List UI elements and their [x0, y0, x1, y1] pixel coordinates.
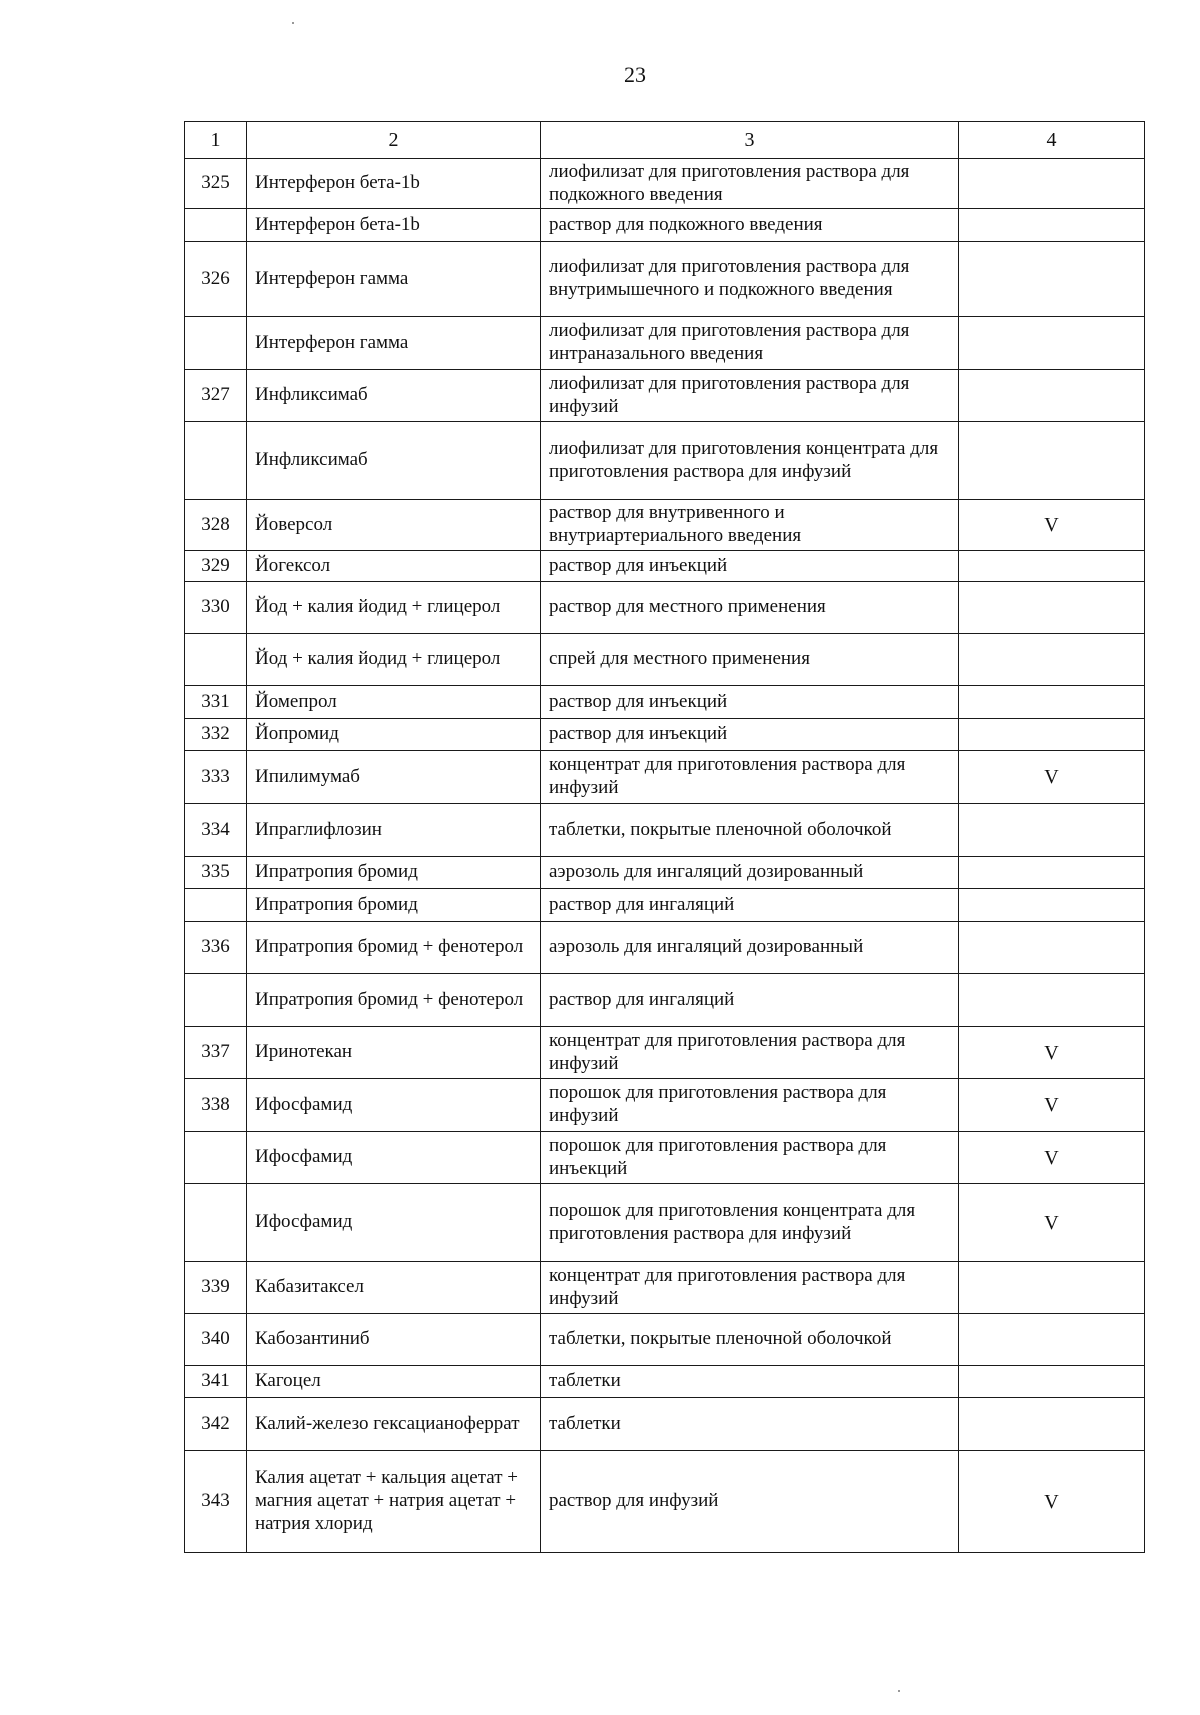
dosage-form-cell: концентрат для приготовления раствора для инфузий [541, 1027, 959, 1079]
table-row [185, 686, 1145, 719]
scan-speck [292, 22, 294, 24]
table-row [185, 1366, 1145, 1398]
vital-mark-cell [959, 1314, 1145, 1366]
table-row [185, 242, 1145, 317]
drug-name-cell: Йогексол [247, 551, 541, 582]
drug-name-cell: Кабозантиниб [247, 1314, 541, 1366]
row-number-cell: 327 [185, 370, 247, 422]
vital-mark-cell [959, 370, 1145, 422]
table-row [185, 922, 1145, 974]
vital-mark-cell: V [959, 500, 1145, 551]
dosage-form-cell: раствор для инъекций [541, 551, 959, 582]
drug-name-cell: Ипраглифлозин [247, 804, 541, 857]
scan-speck [898, 1690, 900, 1692]
dosage-form-cell: раствор для инфузий [541, 1451, 959, 1553]
drug-name-cell: Йомепрол [247, 686, 541, 719]
drug-table [184, 121, 1145, 1553]
dosage-form-cell: порошок для приготовления раствора для инъекций [541, 1132, 959, 1184]
dosage-form-cell: лиофилизат для приготовления концентрата для приготовления раствора для инфузий [541, 422, 959, 500]
dosage-form-cell: спрей для местного применения [541, 634, 959, 686]
dosage-form-cell: раствор для местного применения [541, 582, 959, 634]
vital-mark-cell [959, 551, 1145, 582]
row-number-cell [185, 974, 247, 1027]
vital-mark-cell [959, 242, 1145, 317]
row-number-cell: 337 [185, 1027, 247, 1079]
table-body [185, 159, 1145, 1553]
drug-name-cell: Ифосфамид [247, 1184, 541, 1262]
dosage-form-cell: таблетки [541, 1366, 959, 1398]
dosage-form-cell: раствор для инъекций [541, 686, 959, 719]
row-number-cell: 333 [185, 751, 247, 804]
vital-mark-cell [959, 857, 1145, 889]
drug-name-cell: Калий-железо гексацианоферрат [247, 1398, 541, 1451]
column-header-3: 3 [541, 122, 959, 159]
drug-name-cell: Кагоцел [247, 1366, 541, 1398]
row-number-cell: 330 [185, 582, 247, 634]
drug-name-cell: Ипратропия бромид [247, 889, 541, 922]
row-number-cell: 343 [185, 1451, 247, 1553]
table-row [185, 751, 1145, 804]
dosage-form-cell: концентрат для приготовления раствора для инфузий [541, 751, 959, 804]
row-number-cell [185, 889, 247, 922]
dosage-form-cell: концентрат для приготовления раствора для инфузий [541, 1262, 959, 1314]
dosage-form-cell: раствор для инъекций [541, 719, 959, 751]
dosage-form-cell: аэрозоль для ингаляций дозированный [541, 922, 959, 974]
table-row [185, 551, 1145, 582]
table-row [185, 500, 1145, 551]
dosage-form-cell: лиофилизат для приготовления раствора для инфузий [541, 370, 959, 422]
table-row [185, 1132, 1145, 1184]
dosage-form-cell: раствор для ингаляций [541, 889, 959, 922]
row-number-cell: 335 [185, 857, 247, 889]
vital-mark-cell [959, 922, 1145, 974]
dosage-form-cell: лиофилизат для приготовления раствора для внутримышечного и подкожного введения [541, 242, 959, 317]
dosage-form-cell: порошок для приготовления концентрата для приготовления раствора для инфузий [541, 1184, 959, 1262]
table-row [185, 1451, 1145, 1553]
drug-name-cell: Инфликсимаб [247, 422, 541, 500]
dosage-form-cell: аэрозоль для ингаляций дозированный [541, 857, 959, 889]
row-number-cell: 338 [185, 1079, 247, 1132]
drug-name-cell: Интерферон гамма [247, 242, 541, 317]
table-row [185, 582, 1145, 634]
drug-name-cell: Ипратропия бромид + фенотерол [247, 922, 541, 974]
drug-name-cell: Кабазитаксел [247, 1262, 541, 1314]
dosage-form-cell: таблетки, покрытые пленочной оболочкой [541, 804, 959, 857]
table-row [185, 1398, 1145, 1451]
row-number-cell: 336 [185, 922, 247, 974]
drug-name-cell: Инфликсимаб [247, 370, 541, 422]
drug-name-cell: Йопромид [247, 719, 541, 751]
row-number-cell [185, 634, 247, 686]
row-number-cell [185, 422, 247, 500]
drug-name-cell: Интерферон бета-1b [247, 209, 541, 242]
table-row [185, 159, 1145, 209]
row-number-cell: 326 [185, 242, 247, 317]
column-header-2: 2 [247, 122, 541, 159]
vital-mark-cell [959, 634, 1145, 686]
row-number-cell: 331 [185, 686, 247, 719]
table-header-row [185, 122, 1145, 159]
dosage-form-cell: раствор для ингаляций [541, 974, 959, 1027]
vital-mark-cell [959, 582, 1145, 634]
vital-mark-cell [959, 804, 1145, 857]
vital-mark-cell: V [959, 1132, 1145, 1184]
table-row [185, 209, 1145, 242]
vital-mark-cell: V [959, 1079, 1145, 1132]
table-row [185, 1314, 1145, 1366]
drug-name-cell: Йод + калия йодид + глицерол [247, 582, 541, 634]
row-number-cell: 334 [185, 804, 247, 857]
drug-name-cell: Калия ацетат + кальция ацетат + магния ацетат + натрия ацетат + натрия хлорид [247, 1451, 541, 1553]
row-number-cell: 339 [185, 1262, 247, 1314]
row-number-cell: 340 [185, 1314, 247, 1366]
vital-mark-cell [959, 209, 1145, 242]
vital-mark-cell [959, 317, 1145, 370]
row-number-cell: 341 [185, 1366, 247, 1398]
dosage-form-cell: таблетки, покрытые пленочной оболочкой [541, 1314, 959, 1366]
table-row [185, 1184, 1145, 1262]
vital-mark-cell [959, 1398, 1145, 1451]
row-number-cell [185, 317, 247, 370]
vital-mark-cell [959, 686, 1145, 719]
row-number-cell [185, 1132, 247, 1184]
column-header-1: 1 [185, 122, 247, 159]
table-row [185, 719, 1145, 751]
drug-name-cell: Ипратропия бромид [247, 857, 541, 889]
table-row [185, 422, 1145, 500]
row-number-cell: 325 [185, 159, 247, 209]
row-number-cell [185, 1184, 247, 1262]
vital-mark-cell: V [959, 751, 1145, 804]
row-number-cell: 342 [185, 1398, 247, 1451]
drug-name-cell: Ипратропия бромид + фенотерол [247, 974, 541, 1027]
dosage-form-cell: раствор для подкожного введения [541, 209, 959, 242]
drug-name-cell: Ифосфамид [247, 1132, 541, 1184]
vital-mark-cell: V [959, 1027, 1145, 1079]
row-number-cell: 332 [185, 719, 247, 751]
page-number: 23 [624, 62, 646, 87]
table-row [185, 1027, 1145, 1079]
row-number-cell: 329 [185, 551, 247, 582]
vital-mark-cell [959, 1262, 1145, 1314]
vital-mark-cell: V [959, 1451, 1145, 1553]
table-row [185, 804, 1145, 857]
drug-name-cell: Интерферон бета-1b [247, 159, 541, 209]
vital-mark-cell [959, 159, 1145, 209]
table-row [185, 634, 1145, 686]
table-row [185, 1262, 1145, 1314]
drug-name-cell: Ифосфамид [247, 1079, 541, 1132]
dosage-form-cell: лиофилизат для приготовления раствора для подкожного введения [541, 159, 959, 209]
dosage-form-cell: таблетки [541, 1398, 959, 1451]
dosage-form-cell: порошок для приготовления раствора для инфузий [541, 1079, 959, 1132]
drug-name-cell: Иринотекан [247, 1027, 541, 1079]
row-number-cell: 328 [185, 500, 247, 551]
row-number-cell [185, 209, 247, 242]
table-row [185, 370, 1145, 422]
vital-mark-cell [959, 889, 1145, 922]
drug-name-cell: Интерферон гамма [247, 317, 541, 370]
vital-mark-cell [959, 1366, 1145, 1398]
drug-name-cell: Ипилимумаб [247, 751, 541, 804]
vital-mark-cell [959, 974, 1145, 1027]
table-row [185, 1079, 1145, 1132]
dosage-form-cell: лиофилизат для приготовления раствора для интраназального введения [541, 317, 959, 370]
drug-name-cell: Йоверсол [247, 500, 541, 551]
table-row [185, 317, 1145, 370]
vital-mark-cell: V [959, 1184, 1145, 1262]
table-row [185, 889, 1145, 922]
column-header-4: 4 [959, 122, 1145, 159]
table-row [185, 857, 1145, 889]
vital-mark-cell [959, 422, 1145, 500]
dosage-form-cell: раствор для внутривенного и внутриартериального введения [541, 500, 959, 551]
table-row [185, 974, 1145, 1027]
drug-name-cell: Йод + калия йодид + глицерол [247, 634, 541, 686]
vital-mark-cell [959, 719, 1145, 751]
